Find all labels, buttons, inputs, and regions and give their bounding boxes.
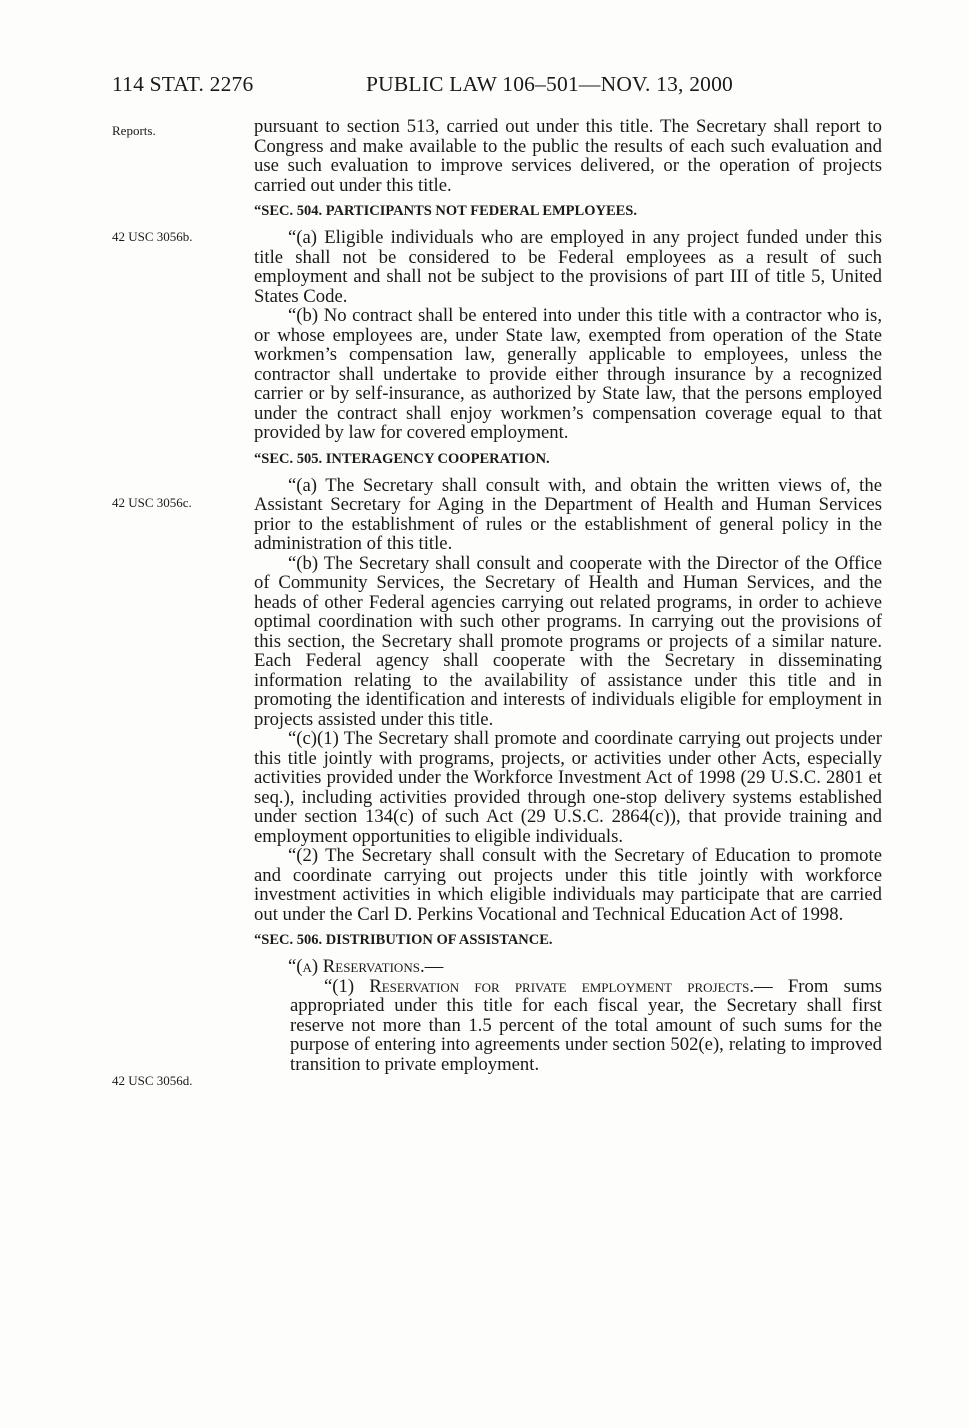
- section-504-a: “(a) Eligible individuals who are employed in any project funded under this title shall not be considered to be Federal employees as a result of such employment and shall not be subject to the provisions of part III of title 5, United States Code.: [254, 227, 882, 307]
- public-law-citation: PUBLIC LAW 106–501—NOV. 13, 2000: [366, 72, 734, 96]
- section-506-a-heading: “(a) Reservations.—: [288, 956, 444, 977]
- margin-note-usc-3056c: 42 USC 3056c.: [112, 495, 192, 510]
- margin-note-usc-3056d: 42 USC 3056d.: [112, 1073, 193, 1088]
- section-506-a1-text: From sums appropriated under this title for each fiscal year, the Secretary shall first reserve not more than 1.5 percent of the total amount of such sums for the purpose of entering into agreements under section 502(e), relating to improved transition to private employment.: [290, 975, 882, 1075]
- margin-note-reports: Reports.: [112, 123, 156, 138]
- section-506-a1: [290, 977, 882, 1075]
- section-506-heading: “SEC. 506. DISTRIBUTION OF ASSISTANCE.: [254, 932, 553, 948]
- section-504-heading: “SEC. 504. PARTICIPANTS NOT FEDERAL EMPLOYEES.: [254, 203, 637, 219]
- document-body: [254, 117, 882, 1074]
- section-505-b: “(b) The Secretary shall consult and cooperate with the Director of the Office of Community Services, the Secretary of Health and Human Services, and the heads of other Federal agencies carrying out related programs, in order to achieve optimal coordination with such other programs. In carrying out the provisions of this section, the Secretary shall promote programs or projects of a similar nature. Each Federal agency shall cooperate with the Secretary in disseminating information relating to the availability of assistance under this title and in promoting the identification and interests of individuals eligible for employment in projects assisted under this title.: [254, 552, 882, 730]
- paragraph-continuation: pursuant to section 513, carried out under this title. The Secretary shall report to Congress and make available to the public the results of each such evaluation and use such evaluation to improve services delivered, or the operation of projects carried out under this title.: [254, 116, 882, 196]
- margin-note-usc-3056b: 42 USC 3056b.: [112, 229, 193, 244]
- statute-page-number: 114 STAT. 2276: [112, 72, 254, 96]
- section-505-heading: “SEC. 505. INTERAGENCY COOPERATION.: [254, 450, 550, 467]
- section-505-c2: “(2) The Secretary shall consult with the Secretary of Education to promote and coordinate carrying out projects under this title jointly with workforce investment activities in which eligible individuals may participate that are carried out under the Carl D. Perkins Vocational and Technical Education Act of 1998.: [254, 845, 882, 925]
- section-504-b: “(b) No contract shall be entered into under this title with a contractor who is, or whose employees are, under State law, exempted from operation of the State workmen’s compensation law, generally applicable to employees, unless the contractor shall undertake to provide either through insurance by a recognized carrier or by self-insurance, as authorized by State law, that the persons employed under the contract shall enjoy workmen’s compensation coverage equal to that provided by law for covered employment.: [254, 305, 882, 443]
- section-505-c1: “(c)(1) The Secretary shall promote and coordinate carrying out projects under this title jointly with programs, projects, or activities under other Acts, especially activities provided under the Workforce Investment Act of 1998 (29 U.S.C. 2801 et seq.), including activities provided through one-stop delivery systems established under section 134(c) of such Act (29 U.S.C. 2864(c)), that provide training and employment opportunities to eligible individuals.: [254, 728, 882, 847]
- section-505-a: “(a) The Secretary shall consult with, and obtain the written views of, the Assistant Secretary for Aging in the Department of Health and Human Services prior to the establishment of rules or the establishment of general policy in the administration of this title.: [254, 474, 882, 554]
- section-506-a1-heading: “(1) Reservation for private employment projects.—: [324, 975, 773, 997]
- page-header: [112, 72, 772, 97]
